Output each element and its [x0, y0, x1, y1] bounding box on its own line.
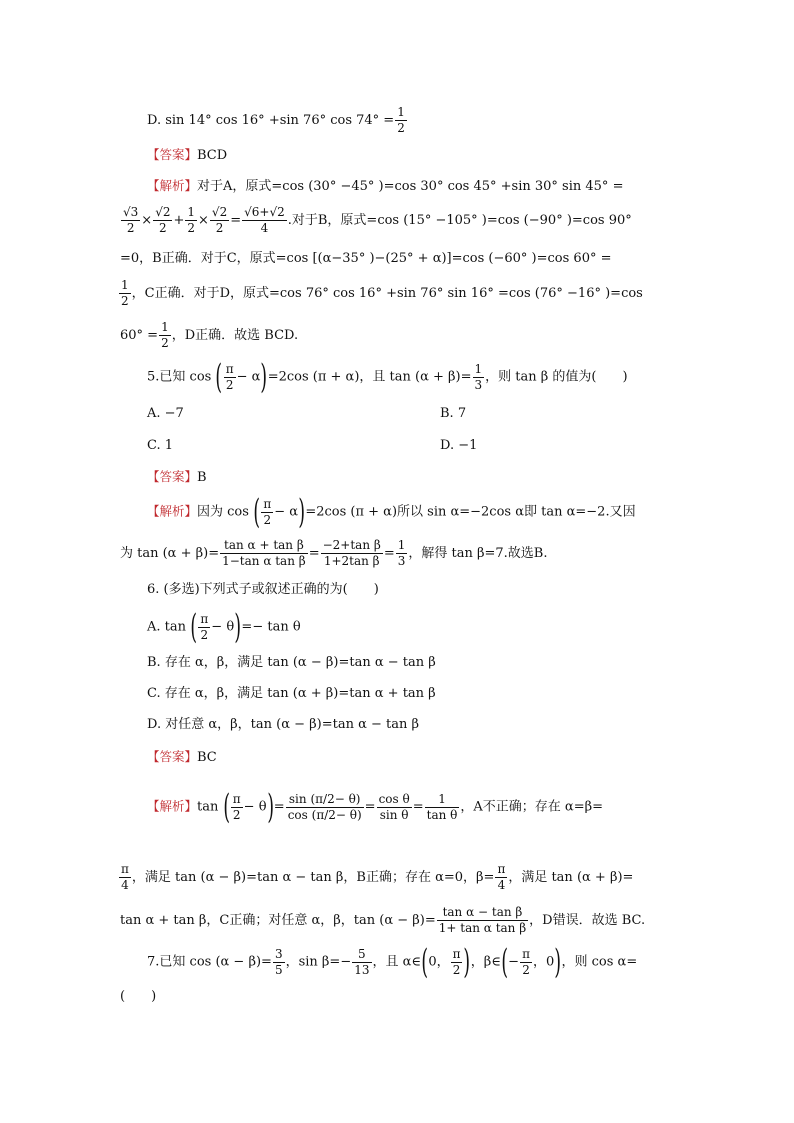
q5-analysis-line-1: 【解析】因为 cos ( $\frac{\pi}{2}$ − α)=2cos (π + α)所以 sin α=−2cos α即 tan α=−2.又因 [147, 492, 636, 532]
q4-analysis-line-3: =0，B正确．对于C，原式=cos [(α−35° )−(25° + α)]=cos (−60° )=cos 60° = [120, 251, 612, 266]
q5-answer: 【答案】B [147, 469, 207, 485]
q6-option-b: B. 存在 α，β，满足 tan (α − β)=tan α − tan β [147, 655, 436, 670]
q6-option-d: D. 对任意 α，β，tan (α − β)=tan α − tan β [147, 717, 420, 732]
q5-analysis-line-2: 为 tan (α + β)= $\frac{\text{tan α + tan β}}{\text{1−tan α tan β}}$ = $\frac{\text{−2+tan β}}{\text{1+2tan β}}$ = $\frac{1}{3}$ ，解得 tan β=7.故选B. [120, 538, 548, 568]
q5-option-b: B. 7 [440, 406, 467, 421]
q7-stem: 7.已知 cos (α − β)= $\frac{3}{5}$ ，sin β=− $\frac{5}{13}$ ，且 α∈(0， $\frac{\pi}{2}$ )，β∈(− $\frac{\pi}{2}$ ，0)，则 cos α= [147, 942, 638, 982]
q5-option-a: A. −7 [147, 406, 184, 421]
q7-blank: ( ) [120, 989, 157, 1004]
q6-stem: 6. (多选)下列式子或叙述正确的为( ) [147, 582, 379, 597]
fraction: $\frac{1}{2}$ [397, 105, 405, 135]
q5-stem: 5.已知 cos ( $\frac{\pi}{2}$ − α)=2cos (π + α)，且 tan (α + β)= $\frac{1}{3}$ ，则 tan β 的值为( ) [147, 357, 628, 397]
q6-answer: 【答案】BC [147, 749, 217, 765]
q6-option-c: C. 存在 α，β，满足 tan (α + β)=tan α + tan β [147, 686, 436, 701]
q5-option-d: D. −1 [440, 438, 478, 453]
q4-analysis-line-4: $\frac{1}{2}$ ，C正确．对于D，原式=cos 76° cos 16° +sin 76° sin 16° =cos (76° −16° )=cos [121, 278, 643, 308]
q4-answer: 【答案】BCD [147, 147, 228, 163]
q4-analysis-line-1: 【解析】对于A，原式=cos (30° −45° )=cos 30° cos 45° +sin 30° sin 45° = [147, 178, 624, 194]
q6-analysis-line-1: 【解析】tan ( $\frac{\pi}{2}$ − θ)= $\frac{\sin (\pi/2- \theta)}{\cos (\pi/2- \theta)}$ = $\frac{\text{cos θ}}{\text{sin θ}}$ = $\frac{1}{\text{tan θ}}$ ，A不正确；存在 α=β= [147, 787, 603, 827]
q6-analysis-line-2: $\frac{\pi}{4}$ ，满足 tan (α − β)=tan α − tan β，B正确；存在 α=0，β= $\frac{\pi}{4}$ ，满足 tan (α + β)= [121, 862, 634, 892]
q4-analysis-line-2: $\frac{√3}{2}$ × $\frac{√2}{2}$ + $\frac{1}{2}$ × $\frac{√2}{2}$ = $\frac{√6+√2}{4}$ .对于B，原式=cos (15° −105° )=cos (−90° )=cos 90° [123, 205, 632, 235]
q4-option-d: D. sin 14° cos 16° +sin 76° cos 74° = $\frac{1}{2}$ [147, 105, 405, 135]
q4-analysis-line-5: 60° = $\frac{1}{2}$ ，D正确．故选 BCD. [120, 320, 299, 350]
q5-option-c: C. 1 [147, 438, 174, 453]
q6-analysis-line-3: tan α + tan β，C正确；对任意 α，β，tan (α − β)= $\frac{\text{tan α − tan β}}{\text{1+ tan α tan β}}$ ，D错误．故选 BC. [120, 905, 646, 935]
q6-option-a: A. tan ( $\frac{\pi}{2}$ − θ)=− tan θ [147, 607, 301, 647]
